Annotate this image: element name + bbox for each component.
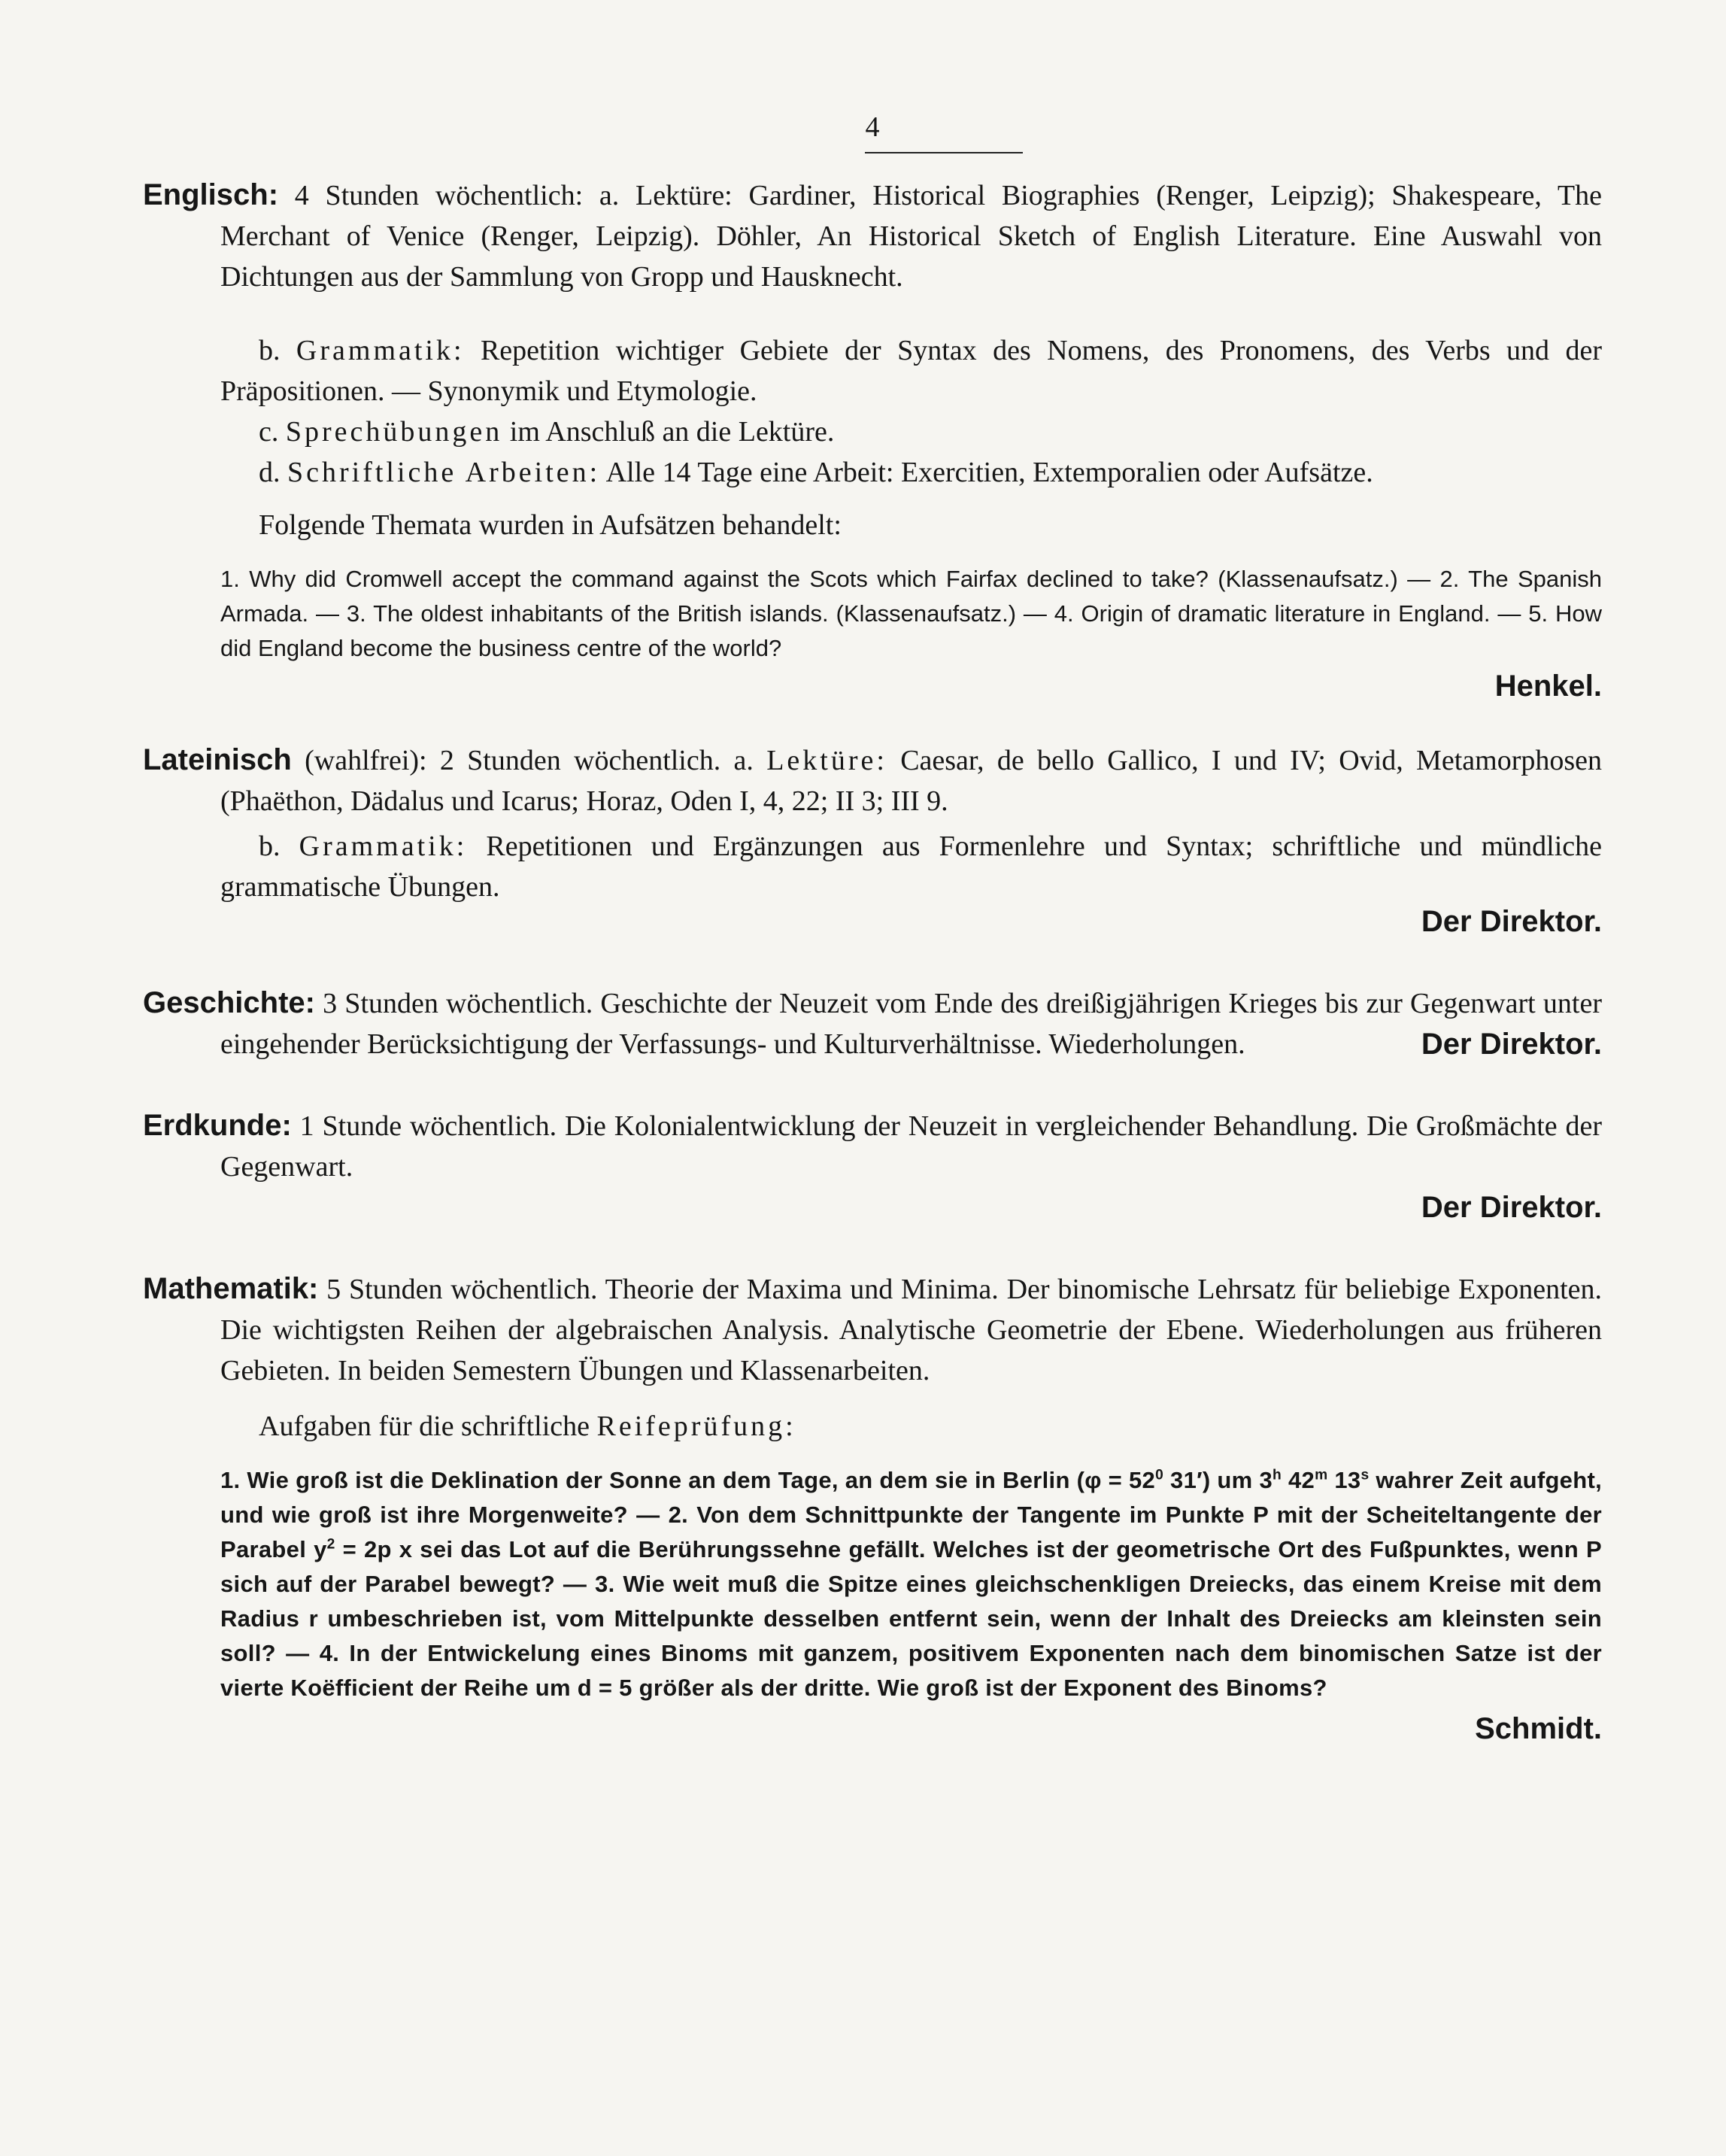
mathematik-aufgaben-intro bbox=[143, 1406, 1602, 1447]
document-page bbox=[143, 113, 1602, 1749]
erdkunde-text: 1 Stunde wöchentlich. Die Kolonialentwicklung der Neuzeit in vergleichender Behandlung. Die Großmächte der Gegenwart. bbox=[220, 1110, 1602, 1183]
lateinisch-grammatik bbox=[143, 826, 1602, 907]
englisch-sprechuebungen bbox=[143, 411, 1602, 452]
section-lateinisch bbox=[143, 739, 1602, 942]
englisch-c-text: im Anschluß an die Lektüre. bbox=[502, 416, 835, 448]
lateinisch-b-label: Grammatik: bbox=[299, 831, 468, 862]
englisch-teacher: Henkel. bbox=[1494, 670, 1602, 703]
aufgaben-sup: s bbox=[1360, 1467, 1370, 1483]
englisch-c-prefix: c. bbox=[259, 416, 286, 448]
lateinisch-intro bbox=[143, 739, 1602, 821]
aufgaben-part: wahrer Zeit aufgeht, und wie groß ist ihre Morgenweite? — 2. Von dem Schnittpunkte der Tangente im Punkte P mit der Scheiteltangente der Parabel y bbox=[220, 1467, 1602, 1562]
lateinisch-teacher: Der Direktor. bbox=[1421, 905, 1602, 938]
englisch-b-prefix: b. bbox=[259, 335, 296, 366]
mathematik-text: 5 Stunden wöchentlich. Theorie der Maxima und Minima. Der binomische Lehrsatz für beliebige Exponenten. Die wichtigsten Reihen der algebraischen Analysis. Analytische Geometrie der Ebene. Wiederholungen aus früheren Gebieten. In beiden Semestern Übungen und Klassenarbeiten. bbox=[220, 1274, 1602, 1386]
aufgaben-part: 13 bbox=[1327, 1467, 1361, 1493]
aufgaben-part: 31′) um 3 bbox=[1163, 1467, 1273, 1493]
mathematik-teacher: Schmidt. bbox=[1475, 1712, 1602, 1745]
aufgaben-part: 1. Wie groß ist die Deklination der Sonne an dem Tage, an dem sie in Berlin (φ = 52 bbox=[220, 1467, 1156, 1493]
englisch-d-label: Schriftliche Arbeiten: bbox=[287, 457, 601, 488]
mathematik-aufgaben-intro-a: Aufgaben für die schriftliche bbox=[259, 1411, 597, 1442]
aufgaben-sup: 2 bbox=[326, 1536, 335, 1553]
geschichte-teacher: Der Direktor. bbox=[1421, 1028, 1602, 1061]
section-mathematik bbox=[143, 1268, 1602, 1749]
geschichte-heading: Geschichte: bbox=[143, 986, 315, 1019]
section-geschichte bbox=[143, 982, 1602, 1064]
englisch-grammatik bbox=[143, 330, 1602, 411]
lateinisch-heading: Lateinisch bbox=[143, 743, 292, 776]
page-number-rule bbox=[865, 152, 1023, 153]
mathematik-aufgaben-intro-b: Reifeprüfung: bbox=[596, 1411, 796, 1442]
lateinisch-a-label: Lektüre: bbox=[766, 745, 887, 776]
mathematik-aufgaben bbox=[143, 1463, 1602, 1705]
englisch-c-label: Sprechübungen bbox=[285, 416, 503, 448]
aufgaben-sup: 0 bbox=[1155, 1467, 1164, 1483]
lateinisch-a-rest: Caesar, de bello Gallico, I und IV; Ovid, Metamorphosen (Phaëthon, Dädalus und Icarus; Horaz, Oden I, 4, 22; II 3; III 9. bbox=[220, 745, 1602, 817]
aufgaben-sup: h bbox=[1273, 1467, 1282, 1483]
englisch-themata-intro: Folgende Themata wurden in Aufsätzen behandelt: bbox=[259, 509, 842, 541]
page-number: 4 bbox=[865, 111, 880, 143]
erdkunde-body bbox=[143, 1105, 1602, 1187]
geschichte-body bbox=[143, 982, 1602, 1064]
section-englisch bbox=[143, 175, 1602, 706]
englisch-d-prefix: d. bbox=[259, 457, 287, 488]
englisch-themata: 1. Why did Cromwell accept the command against the Scots which Fairfax declined to take? (Klassenaufsatz.) — 2. The Spanish Armada. — 3. The oldest inhabitants of the British islands. (Klassenaufsatz.) — 4. Origin of dramatic literature in England. — 5. How did England become the business centre of the world? bbox=[220, 566, 1602, 661]
lateinisch-a-text: (wahlfrei): 2 Stunden wöchentlich. a. bbox=[291, 745, 767, 776]
erdkunde-teacher: Der Direktor. bbox=[1421, 1191, 1602, 1224]
geschichte-text: 3 Stunden wöchentlich. Geschichte der Neuzeit vom Ende des dreißigjährigen Krieges bis zur Gegenwart unter eingehender Berücksichtigung der Verfassungs- und Kulturverhältnisse. Wiederholungen. bbox=[220, 988, 1602, 1060]
lateinisch-b-prefix: b. bbox=[259, 831, 299, 862]
englisch-b-text: Repetition wichtiger Gebiete der Syntax des Nomens, des Pronomens, des Verbs und der Präpositionen. — Synonymik und Etymologie. bbox=[220, 335, 1602, 407]
englisch-schriftlich bbox=[143, 452, 1602, 493]
aufgaben-part: = 2p x sei das Lot auf die Berührungssehne gefällt. Welches ist der geometrische Ort des Fußpunktes, wenn P sich auf der Parabel bewegt? — 3. Wie weit muß die Spitze eines gleichschenkligen Dreiecks, das einem Kreise mit dem Radius r umbeschrieben ist, vom Mittelpunkte desselben entfernt sein, wenn der Inhalt des Dreiecks am kleinsten sein soll? — 4. In der Entwickelung eines Binoms mit ganzem, positivem Exponenten nach dem binomischen Satze ist der vierte Koëfficient der Reihe um d = 5 größer als der dritte. Wie groß ist der Exponent des Binoms? bbox=[220, 1536, 1602, 1701]
englisch-heading: Englisch: bbox=[143, 178, 279, 211]
mathematik-body bbox=[143, 1268, 1602, 1391]
mathematik-heading: Mathematik: bbox=[143, 1272, 319, 1305]
lateinisch-b-text: Repetitionen und Ergänzungen aus Formenlehre und Syntax; schriftliche und mündliche grammatische Übungen. bbox=[220, 831, 1602, 903]
section-erdkunde bbox=[143, 1105, 1602, 1228]
aufgaben-part: 42 bbox=[1282, 1467, 1315, 1493]
englisch-intro bbox=[143, 175, 1602, 297]
aufgaben-sup: m bbox=[1315, 1467, 1328, 1483]
englisch-b-label: Grammatik: bbox=[296, 335, 465, 366]
erdkunde-heading: Erdkunde: bbox=[143, 1109, 292, 1142]
englisch-line1: 4 Stunden wöchentlich: a. Lektüre: Gardiner, Historical Biographies (Renger, Leipzig); Shakespeare, The Merchant of Venice (Renger, Leipzig). Döhler, An Historical Sketch of English Literature. Eine Auswahl von Dichtungen aus der Sammlung von Gropp und Hausknecht. bbox=[220, 180, 1602, 293]
englisch-d-text: Alle 14 Tage eine Arbeit: Exercitien, Extemporalien oder Aufsätze. bbox=[600, 457, 1373, 488]
